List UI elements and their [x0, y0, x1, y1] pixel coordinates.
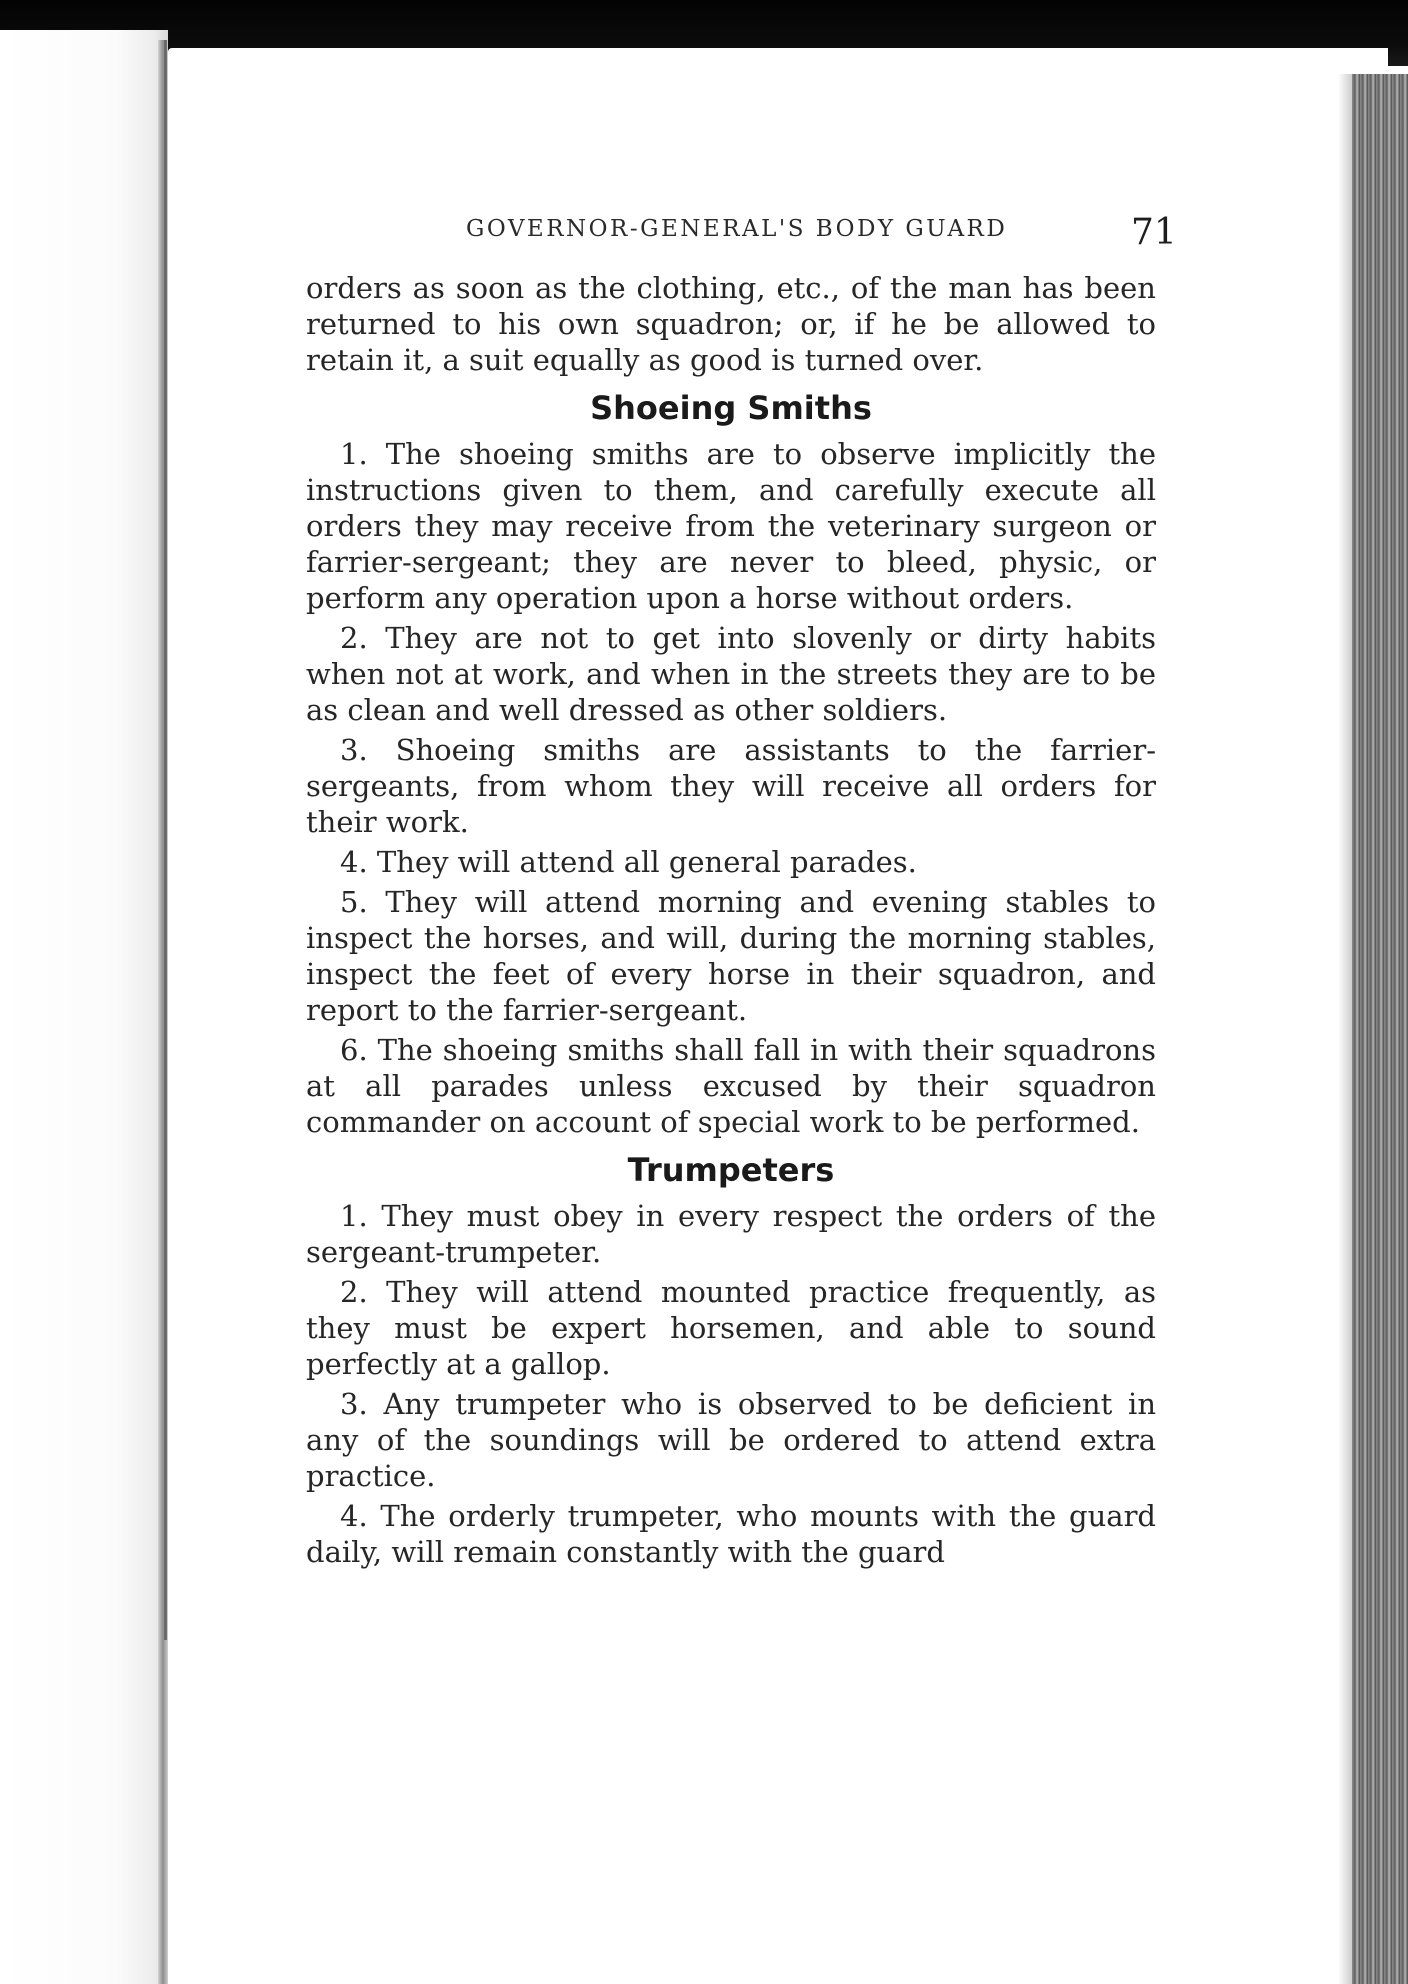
paragraph: 1. They must obey in every respect the orders of the sergeant-trumpeter.: [306, 1199, 1156, 1269]
paragraph: 5. They will attend morning and evening stables to inspect the horses, and will, during the morning stables, inspect the feet of every horse in their squadron, and report to the farrier-sergeant.: [306, 885, 1156, 1027]
paragraph: 4. They will attend all general parades.: [340, 845, 917, 879]
paragraph: 4. The orderly trumpeter, who mounts with the guard daily, will remain constantly with the guard: [306, 1499, 1156, 1569]
page-number: 71: [1131, 212, 1177, 253]
gutter-shadow-line: [164, 40, 167, 1640]
page-body: [306, 270, 1156, 1574]
section-title-shoeing-smiths: Shoeing Smiths: [590, 389, 872, 427]
paragraph: 3. Any trumpeter who is observed to be deficient in any of the soundings will be ordered to attend extra practice.: [306, 1387, 1156, 1493]
page-stack-edge: [1352, 74, 1408, 1984]
paragraph: 1. The shoeing smiths are to observe implicitly the instructions given to them, and carefully execute all orders they may receive from the veterinary surgeon or farrier-sergeant; they are never to bleed, physic, or perform any operation upon a horse without orders.: [306, 437, 1156, 615]
facing-page-edge: [0, 30, 168, 1984]
continued-paragraph: orders as soon as the clothing, etc., of the man has been returned to his own squadron; or, if he be allowed to retain it, a suit equally as good is turned over.: [306, 271, 1156, 377]
paragraph: 6. The shoeing smiths shall fall in with their squadrons at all parades unless excused by their squadron commander on account of special work to be performed.: [306, 1033, 1156, 1139]
paragraph: 2. They are not to get into slovenly or dirty habits when not at work, and when in the streets they are to be as clean and well dressed as other soldiers.: [306, 621, 1156, 727]
paragraph: 3. Shoeing smiths are assistants to the farrier-sergeants, from whom they will receive all orders for their work.: [306, 733, 1156, 839]
paragraph: 2. They will attend mounted practice frequently, as they must be expert horsemen, and able to sound perfectly at a gallop.: [306, 1275, 1156, 1381]
section-title-trumpeters: Trumpeters: [627, 1151, 835, 1189]
running-header: GOVERNOR-GENERAL'S BODY GUARD: [466, 216, 1008, 242]
